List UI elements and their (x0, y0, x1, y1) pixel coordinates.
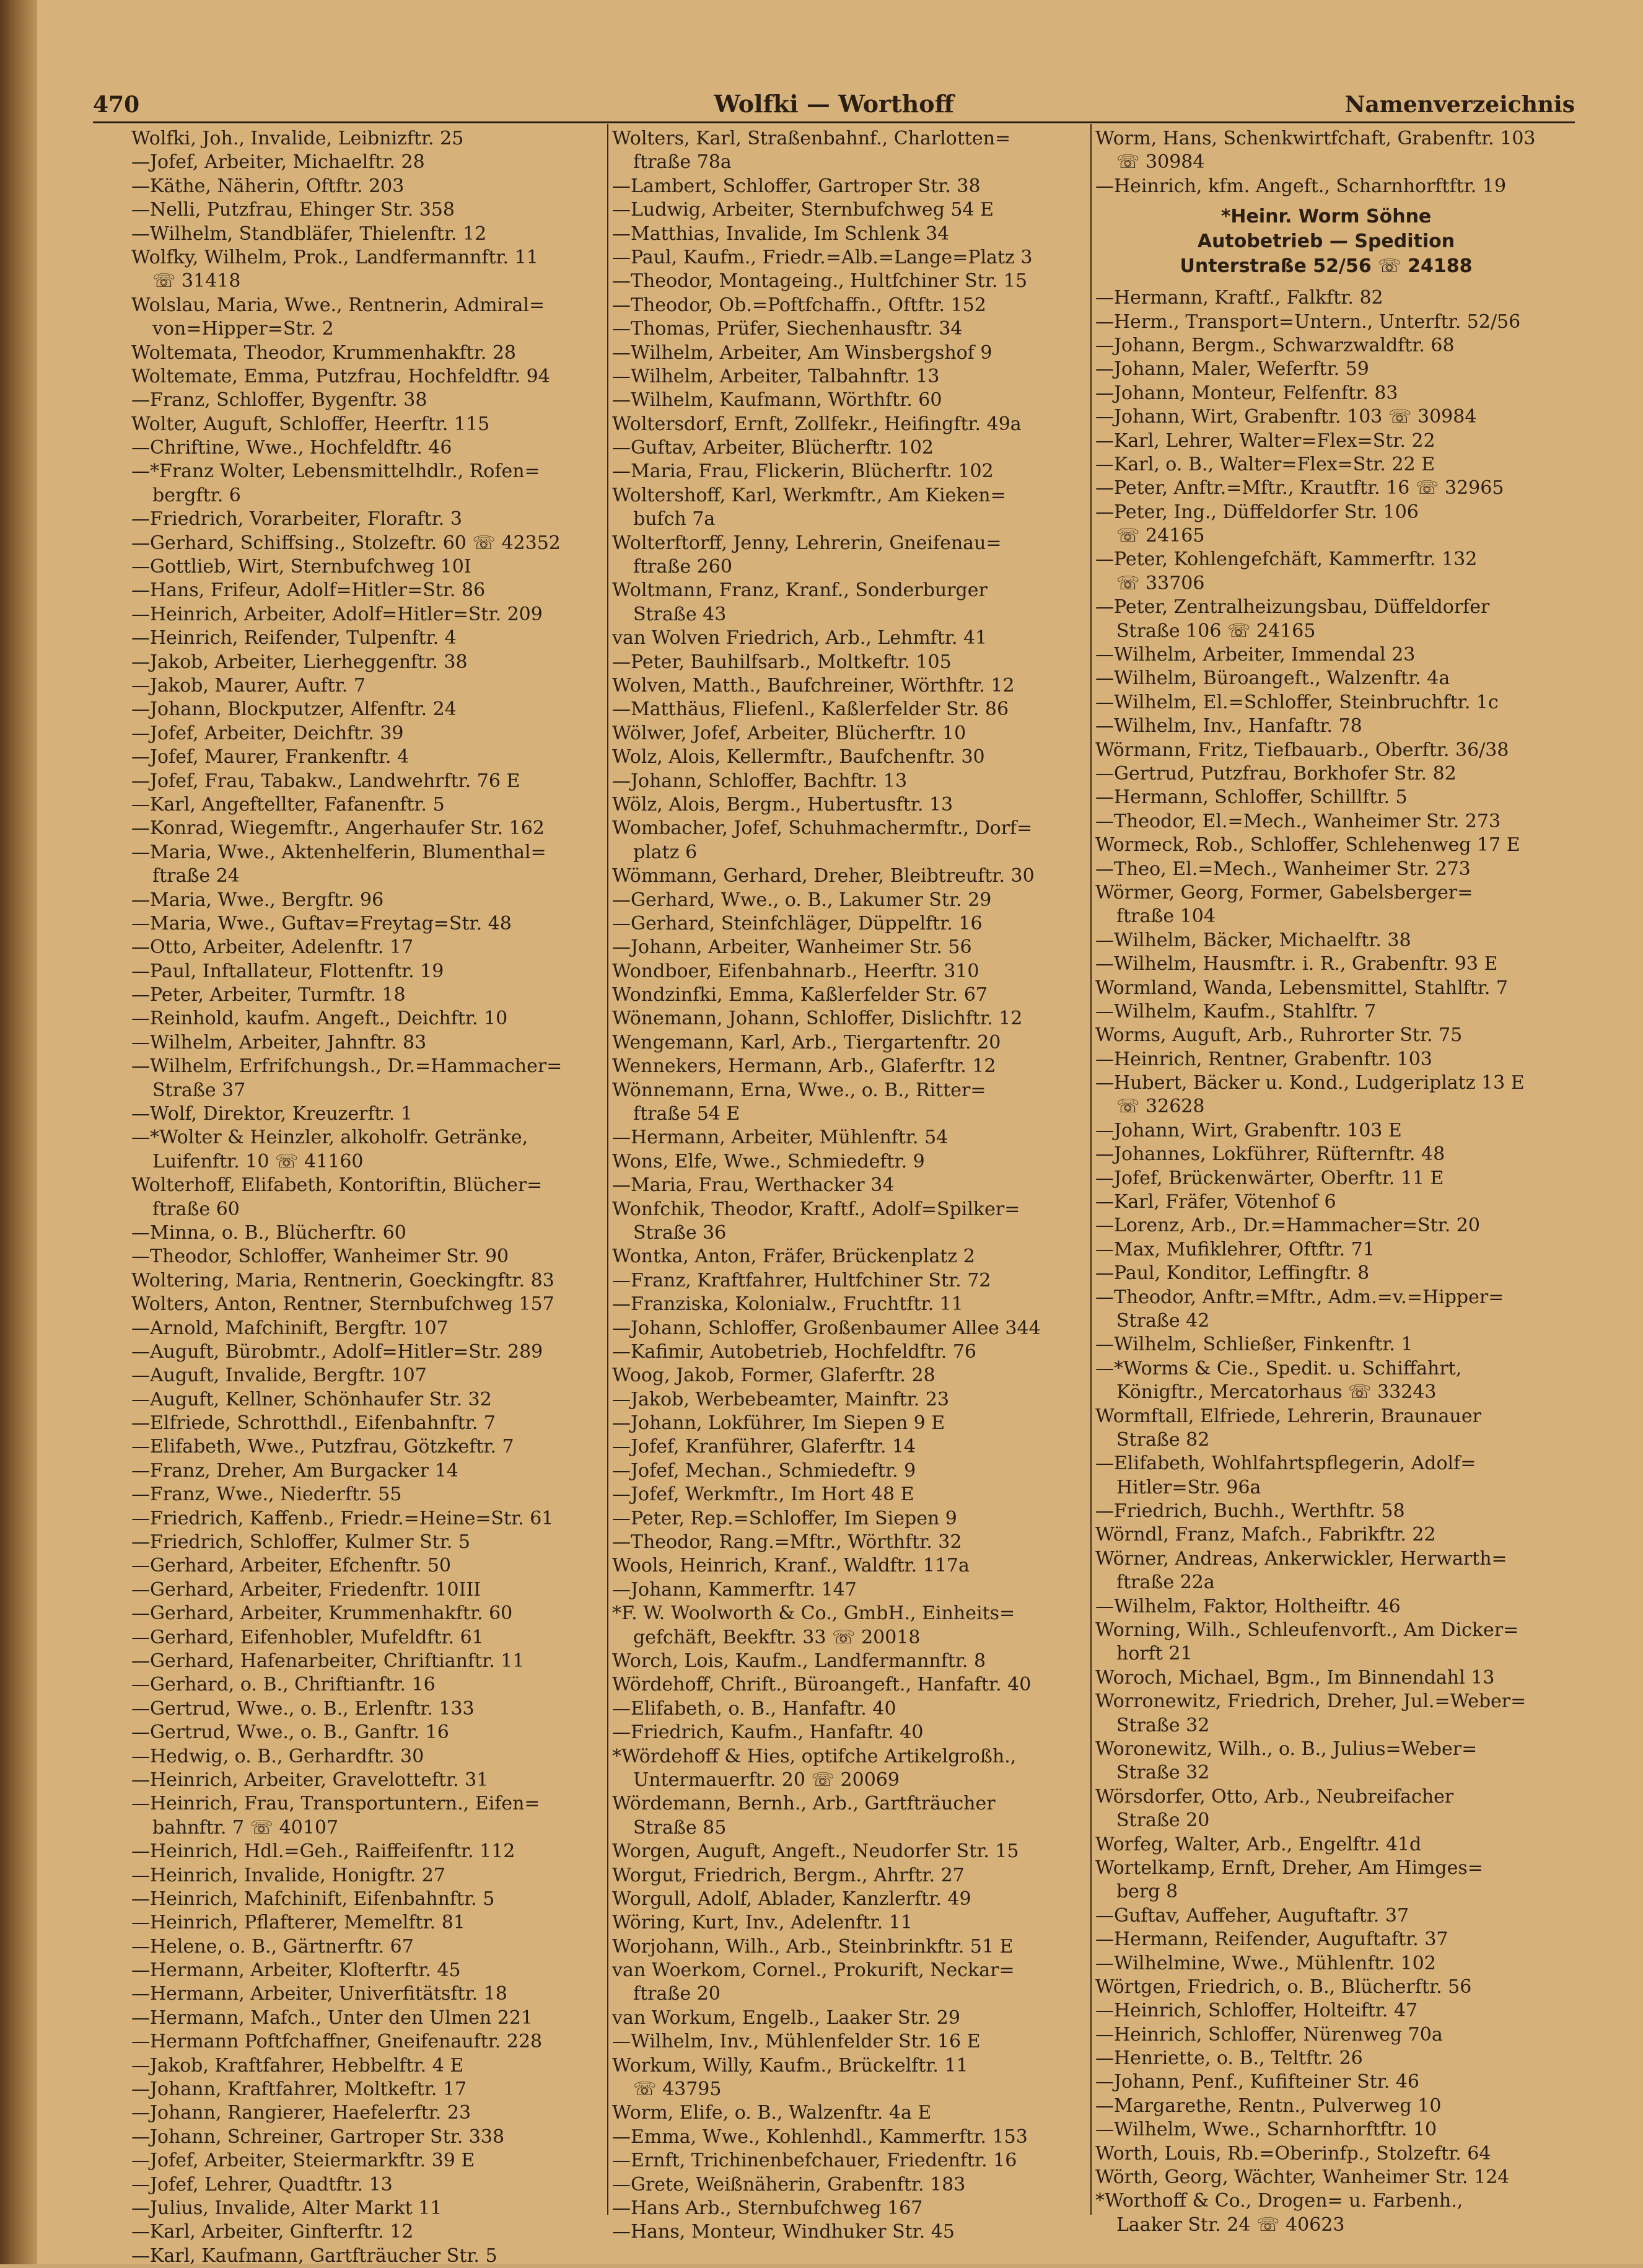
directory-entry: —Karl, Kaufmann, Gartfträucher Str. 5 (131, 2244, 497, 2267)
directory-entry: —Gerhard, Schiffsing., Stolzeftr. 60 ☏ 42352 (131, 532, 561, 554)
directory-entry: *Wördehoff & Hies, optifche Artikelgroßh., (612, 1745, 1017, 1767)
directory-entry: —Wilhelm, Hausmftr. i. R., Grabenftr. 93 E (1095, 953, 1498, 975)
directory-entry-continuation: ftraße 20 (633, 1983, 721, 2005)
directory-entry: *Worthoff & Co., Drogen= u. Farbenh., (1095, 2190, 1463, 2212)
directory-entry-continuation: ftraße 24 (152, 865, 240, 887)
directory-entry: —Jofef, Brückenwärter, Oberftr. 11 E (1095, 1167, 1444, 1189)
directory-entry: —Johann, Schloffer, Bachftr. 13 (612, 770, 908, 792)
directory-entry: —Hermann, Schloffer, Schillftr. 5 (1095, 786, 1408, 809)
directory-entry: Wortelkamp, Ernft, Dreher, Am Himges= (1095, 1857, 1483, 1879)
directory-entry: —Hans, Monteur, Windhuker Str. 45 (612, 2221, 955, 2243)
directory-entry: —Gerhard, Steinfchläger, Düppelftr. 16 (612, 912, 983, 934)
directory-entry-continuation: Straße 85 (633, 1816, 727, 1839)
directory-entry: —Wilhelm, Kaufmann, Wörthftr. 60 (612, 389, 942, 411)
directory-entry: —Maria, Frau, Werthacker 34 (612, 1174, 895, 1197)
directory-entry: Wönnemann, Erna, Wwe., o. B., Ritter= (612, 1079, 986, 1101)
directory-entry: —Gertrud, Wwe., o. B., Erlenftr. 133 (131, 1697, 475, 1720)
column-divider (607, 124, 608, 2215)
directory-entry: —Hermann Poftfchaffner, Gneifenauftr. 228 (131, 2031, 543, 2053)
directory-entry: —Gottlieb, Wirt, Sternbufchweg 10I (131, 556, 471, 578)
directory-entry: —Gerhard, Arbeiter, Efchenftr. 50 (131, 1555, 452, 1577)
directory-entry: Wormland, Wanda, Lebensmittel, Stahlftr. 7 (1095, 977, 1509, 999)
directory-entry: Worm, Hans, Schenkwirtfchaft, Grabenftr. 103 (1095, 128, 1536, 149)
directory-entry: —Heinrich, kfm. Angeft., Scharnhorftftr. 19 (1095, 175, 1507, 197)
directory-entry: Wörmer, Georg, Former, Gabelsberger= (1095, 881, 1473, 903)
directory-entry: Wolfki, Joh., Invalide, Leibnizftr. 25 (131, 128, 464, 149)
directory-entry: —Otto, Arbeiter, Adelenftr. 17 (131, 936, 414, 959)
directory-entry-continuation: platz 6 (633, 841, 698, 863)
directory-entry: —Ludwig, Arbeiter, Sternbufchweg 54 E (612, 199, 994, 221)
directory-entry: —Johannes, Lokführer, Rüfternftr. 48 (1095, 1143, 1445, 1166)
directory-entry-continuation: ftraße 60 (152, 1198, 240, 1220)
page-title: Wolfki — Worthoff (714, 90, 954, 118)
directory-entry: —Thomas, Prüfer, Siechenhausftr. 34 (612, 318, 963, 340)
advertisement-line: *Heinr. Worm Söhne (1220, 206, 1432, 228)
directory-entry-continuation: bahnftr. 7 ☏ 40107 (152, 1816, 339, 1839)
directory-entry: —Hermann, Arbeiter, Univerfitätsftr. 18 (131, 1983, 507, 2005)
directory-entry: —Hermann, Arbeiter, Klofterftr. 45 (131, 1959, 461, 1982)
directory-entry: —Peter, Anftr.=Mftr., Krautftr. 16 ☏ 32965 (1095, 477, 1504, 499)
directory-entry: —Hedwig, o. B., Gerhardftr. 30 (131, 1745, 424, 1767)
directory-entry: —Lambert, Schloffer, Gartroper Str. 38 (612, 175, 981, 197)
directory-entry: Wolters, Anton, Rentner, Sternbufchweg 157 (131, 1293, 554, 1316)
directory-column-3 (1095, 127, 1557, 2237)
directory-entry: Wonfchik, Theodor, Kraftf., Adolf=Spilker= (612, 1198, 1020, 1220)
directory-entry: Worronewitz, Friedrich, Dreher, Jul.=Weber= (1095, 1690, 1527, 1713)
directory-entry: —Gerhard, Hafenarbeiter, Chriftianftr. 11 (131, 1650, 525, 1672)
directory-entry-continuation: Straße 82 (1116, 1428, 1210, 1451)
directory-entry-continuation: ftraße 260 (633, 556, 732, 578)
directory-entry-continuation: Straße 42 (1116, 1309, 1210, 1332)
directory-column-2 (612, 127, 1089, 2244)
directory-entry: —Wilhelm, Kaufm., Stahlftr. 7 (1095, 1000, 1377, 1022)
directory-entry: —Peter, Rep.=Schloffer, Im Siepen 9 (612, 1507, 957, 1529)
directory-entry: Wontka, Anton, Fräfer, Brückenplatz 2 (612, 1246, 975, 1268)
directory-entry: —Friedrich, Vorarbeiter, Floraftr. 3 (131, 508, 462, 530)
directory-entry-continuation: Straße 37 (152, 1079, 246, 1101)
directory-entry-continuation: Straße 36 (633, 1221, 727, 1244)
directory-entry: —Heinrich, Arbeiter, Gravelotteftr. 31 (131, 1769, 489, 1791)
directory-entry: —Wilhelmine, Wwe., Mühlenftr. 102 (1095, 1952, 1436, 1974)
directory-entry: Wolterhoff, Elifabeth, Kontoriftin, Blücher= (131, 1174, 543, 1197)
directory-entry: Wombacher, Jofef, Schuhmachermftr., Dorf= (612, 817, 1033, 840)
directory-entry: Wormftall, Elfriede, Lehrerin, Braunauer (1095, 1405, 1481, 1427)
directory-entry: —Auguft, Invalide, Bergftr. 107 (131, 1365, 427, 1387)
directory-entry: —Jofef, Werkmftr., Im Hort 48 E (612, 1483, 914, 1506)
directory-entry: —Maria, Wwe., Guftav=Freytag=Str. 48 (131, 912, 512, 934)
directory-entry: —Wilhelm, Büroangeft., Walzenftr. 4a (1095, 667, 1450, 690)
directory-entry: Worth, Louis, Rb.=Oberinfp., Stolzeftr. 64 (1095, 2142, 1491, 2165)
directory-entry: —Matthäus, Fliefenl., Kaßlerfelder Str. 86 (612, 698, 1009, 721)
directory-entry: —Nelli, Putzfrau, Ehinger Str. 358 (131, 199, 455, 221)
directory-entry: Woronewitz, Wilh., o. B., Julius=Weber= (1095, 1738, 1478, 1760)
directory-entry: Workum, Willy, Kaufm., Brückelftr. 11 (612, 2054, 968, 2077)
directory-entry-continuation: ftraße 104 (1116, 905, 1216, 928)
directory-entry: —Johann, Schloffer, Großenbaumer Allee 344 (612, 1317, 1041, 1339)
directory-entry: Wondboer, Eifenbahnarb., Heerftr. 310 (612, 960, 979, 982)
directory-entry: Wons, Elfe, Wwe., Schmiedeftr. 9 (612, 1150, 925, 1172)
directory-entry: —Heinrich, Pflafterer, Memelftr. 81 (131, 1912, 465, 1934)
directory-entry: Worms, Auguft, Arb., Ruhrorter Str. 75 (1095, 1024, 1463, 1047)
directory-entry: —Wilhelm, Arbeiter, Am Winsbergshof 9 (612, 341, 992, 364)
directory-entry: —Max, Mufiklehrer, Oftftr. 71 (1095, 1238, 1375, 1260)
directory-entry: —Auguft, Bürobmtr., Adolf=Hitler=Str. 289 (131, 1340, 543, 1363)
directory-entry: —Wilhelm, Schließer, Finkenftr. 1 (1095, 1334, 1413, 1356)
directory-entry: —Gertrud, Putzfrau, Borkhofer Str. 82 (1095, 762, 1457, 785)
column-divider (1090, 124, 1092, 2215)
directory-entry: —Johann, Arbeiter, Wanheimer Str. 56 (612, 936, 972, 959)
directory-entry: —Herm., Transport=Untern., Unterftr. 52/56 (1095, 310, 1521, 333)
directory-entry: Woltemata, Theodor, Krummenhakftr. 28 (131, 341, 517, 364)
directory-entry: —Ernft, Trichinenbefchauer, Friedenftr. 16 (612, 2150, 1017, 2172)
directory-entry: —Jofef, Maurer, Frankenftr. 4 (131, 746, 410, 768)
directory-entry: —Guftav, Arbeiter, Blücherftr. 102 (612, 437, 934, 459)
directory-entry: —Elifabeth, o. B., Hanfaftr. 40 (612, 1697, 896, 1720)
directory-entry: —Guftav, Auffeher, Auguftaftr. 37 (1095, 1904, 1409, 1927)
directory-entry: Woltershoff, Karl, Werkmftr., Am Kieken= (612, 484, 1006, 506)
directory-entry: —Karl, Fräfer, Vötenhof 6 (1095, 1191, 1336, 1213)
directory-entry: —Jofef, Arbeiter, Michaelftr. 28 (131, 151, 425, 174)
directory-entry: —Elifabeth, Wohlfahrtspflegerin, Adolf= (1095, 1453, 1476, 1475)
directory-entry: —Auguft, Kellner, Schönhaufer Str. 32 (131, 1388, 492, 1410)
directory-entry: Wolven, Matth., Baufchreiner, Wörthftr. 12 (612, 674, 1015, 697)
directory-entry: —Heinrich, Schloffer, Nürenweg 70a (1095, 2023, 1443, 2046)
directory-entry: —Paul, Kaufm., Friedr.=Alb.=Lange=Platz 3 (612, 246, 1033, 268)
directory-entry: —Wilhelm, Arbeiter, Immendal 23 (1095, 644, 1416, 666)
directory-entry: —Franziska, Kolonialw., Fruchtftr. 11 (612, 1293, 963, 1316)
directory-entry: Wolterftorff, Jenny, Lehrerin, Gneifenau= (612, 532, 1002, 554)
directory-entry: *F. W. Woolworth & Co., GmbH., Einheits= (612, 1602, 1015, 1625)
directory-entry: Wörtgen, Friedrich, o. B., Blücherftr. 56 (1095, 1976, 1472, 1998)
directory-entry: Wörmann, Fritz, Tiefbauarb., Oberftr. 36/38 (1095, 739, 1509, 761)
directory-entry: —Minna, o. B., Blücherftr. 60 (131, 1221, 406, 1244)
directory-entry-continuation: Straße 32 (1116, 1762, 1210, 1784)
directory-entry-continuation: Straße 106 ☏ 24165 (1116, 620, 1316, 642)
directory-entry: Wondzinfki, Emma, Kaßlerfelder Str. 67 (612, 984, 988, 1006)
directory-entry: Wolfky, Wilhelm, Prok., Landfermannftr. 11 (131, 246, 538, 268)
directory-entry-continuation: Luifenftr. 10 ☏ 41160 (152, 1150, 364, 1172)
directory-entry: —Helene, o. B., Gärtnerftr. 67 (131, 1935, 414, 1958)
directory-entry: Worfeg, Walter, Arb., Engelftr. 41d (1095, 1833, 1422, 1855)
directory-entry: Wolters, Karl, Straßenbahnf., Charlotten= (612, 128, 1011, 149)
directory-entry: —Hermann, Reifender, Auguftaftr. 37 (1095, 1928, 1448, 1951)
directory-entry-continuation: Königftr., Mercatorhaus ☏ 33243 (1116, 1381, 1437, 1404)
directory-entry: —Konrad, Wiegemftr., Angerhaufer Str. 162 (131, 817, 545, 840)
directory-entry: Woltersdorf, Ernft, Zollfekr., Heifingftr. 49a (612, 413, 1022, 435)
directory-entry: —Kafimir, Autobetrieb, Hochfeldftr. 76 (612, 1340, 977, 1363)
directory-entry: —Franz, Dreher, Am Burgacker 14 (131, 1459, 458, 1482)
directory-entry: —Franz, Schloffer, Bygenftr. 38 (131, 389, 427, 411)
directory-entry: —Wilhelm, El.=Schloffer, Steinbruchftr. 1c (1095, 691, 1499, 713)
directory-entry: —Theodor, Rang.=Mftr., Wörthftr. 32 (612, 1531, 962, 1554)
directory-entry: Wörsdorfer, Otto, Arb., Neubreifacher (1095, 1785, 1454, 1808)
directory-entry: —Karl, Angeftellter, Fafanenftr. 5 (131, 793, 445, 815)
directory-entry: —Emma, Wwe., Kohlenhdl., Kammerftr. 153 (612, 2125, 1028, 2148)
directory-entry-continuation: ☏ 43795 (633, 2078, 722, 2101)
directory-entry-continuation: ftraße 78a (633, 151, 732, 174)
directory-entry: —Johann, Kammerftr. 147 (612, 1578, 857, 1601)
directory-entry: —Wilhelm, Wwe., Scharnhorftftr. 10 (1095, 2119, 1437, 2141)
directory-entry: Wörth, Georg, Wächter, Wanheimer Str. 124 (1095, 2166, 1510, 2189)
directory-entry: van Workum, Engelb., Laaker Str. 29 (612, 2006, 960, 2029)
directory-entry-continuation: Laaker Str. 24 ☏ 40623 (1116, 2213, 1345, 2236)
directory-entry: —Friedrich, Kaufm., Hanfaftr. 40 (612, 1721, 924, 1744)
directory-entry: Wördemann, Bernh., Arb., Gartfträucher (612, 1793, 996, 1815)
directory-entry: Worjohann, Wilh., Arb., Steinbrinkftr. 51 E (612, 1935, 1014, 1958)
directory-entry: —Chriftine, Wwe., Hochfeldftr. 46 (131, 437, 452, 459)
directory-entry: Woltmann, Franz, Kranf., Sonderburger (612, 579, 988, 602)
directory-entry: —Johann, Penf., Kufifteiner Str. 46 (1095, 2071, 1420, 2093)
directory-entry: —Käthe, Näherin, Oftftr. 203 (131, 175, 405, 197)
directory-entry: —Jofef, Mechan., Schmiedeftr. 9 (612, 1459, 916, 1482)
directory-entry: —Peter, Ing., Düffeldorfer Str. 106 (1095, 501, 1419, 523)
directory-entry: —Karl, Lehrer, Walter=Flex=Str. 22 (1095, 429, 1435, 452)
directory-entry: —Johann, Maler, Weferftr. 59 (1095, 358, 1369, 380)
directory-entry-continuation: Untermauerftr. 20 ☏ 20069 (633, 1769, 900, 1791)
directory-entry-continuation: ☏ 31418 (152, 270, 241, 292)
directory-entry: Wengemann, Karl, Arb., Tiergartenftr. 20 (612, 1031, 1001, 1053)
directory-entry: Wörndl, Franz, Mafch., Fabrikftr. 22 (1095, 1524, 1436, 1546)
directory-entry: Wormeck, Rob., Schloffer, Schlehenweg 17 E (1095, 834, 1520, 856)
directory-entry: Woltemate, Emma, Putzfrau, Hochfeldftr. 94 (131, 365, 550, 387)
directory-entry: —Lorenz, Arb., Dr.=Hammacher=Str. 20 (1095, 1215, 1480, 1237)
directory-entry: —Johann, Wirt, Grabenftr. 103 ☏ 30984 (1095, 406, 1477, 428)
directory-entry: —Wilhelm, Inv., Mühlenfelder Str. 16 E (612, 2031, 981, 2053)
directory-entry: —Theodor, Ob.=Poftfchaffn., Oftftr. 152 (612, 294, 986, 316)
directory-entry: —Theo, El.=Mech., Wanheimer Str. 273 (1095, 858, 1471, 880)
directory-entry-continuation: Straße 32 (1116, 1714, 1210, 1736)
directory-entry: Worning, Wilh., Schleufenvorft., Am Dicker= (1095, 1619, 1519, 1642)
directory-entry: Worgut, Friedrich, Bergm., Ahrftr. 27 (612, 1864, 965, 1886)
directory-entry: Worch, Lois, Kaufm., Landfermannftr. 8 (612, 1650, 986, 1672)
directory-entry: —Wilhelm, Standbläfer, Thielenftr. 12 (131, 222, 487, 245)
directory-entry: Wörner, Andreas, Ankerwickler, Herwarth= (1095, 1547, 1507, 1570)
directory-entry: Wolslau, Maria, Wwe., Rentnerin, Admiral= (131, 294, 545, 316)
directory-entry: —Friedrich, Buchh., Werthftr. 58 (1095, 1500, 1405, 1523)
directory-entry: Worgull, Adolf, Ablader, Kanzlerftr. 49 (612, 1888, 971, 1910)
directory-entry: —Jofef, Arbeiter, Deichftr. 39 (131, 722, 404, 744)
directory-entry-continuation: ftraße 54 E (633, 1103, 740, 1125)
section-title: Namenverzeichnis (1344, 92, 1575, 118)
directory-entry: —Gerhard, o. B., Chriftianftr. 16 (131, 1674, 436, 1696)
directory-entry-continuation: gefchäft, Beekftr. 33 ☏ 20018 (633, 1626, 921, 1648)
directory-entry: —Theodor, Montageing., Hultfchiner Str. 15 (612, 270, 1028, 292)
directory-entry-continuation: bergftr. 6 (152, 484, 241, 506)
directory-entry: —Margarethe, Rentn., Pulverweg 10 (1095, 2094, 1442, 2117)
directory-entry-continuation: ☏ 30984 (1116, 151, 1205, 174)
directory-entry: —Grete, Weißnäherin, Grabenftr. 183 (612, 2173, 966, 2195)
directory-entry: —Maria, Frau, Flickerin, Blücherftr. 102 (612, 460, 994, 483)
directory-entry: —Gerhard, Arbeiter, Krummenhakftr. 60 (131, 1602, 513, 1625)
directory-entry: —Wilhelm, Bäcker, Michaelftr. 38 (1095, 929, 1411, 951)
directory-entry: —*Wolter & Heinzler, alkoholfr. Getränke, (131, 1127, 528, 1149)
directory-entry: —Theodor, Schloffer, Wanheimer Str. 90 (131, 1246, 509, 1268)
directory-entry: —Hans Arb., Sternbufchweg 167 (612, 2197, 923, 2219)
directory-entry: —Johann, Blockputzer, Alfenftr. 24 (131, 698, 457, 721)
directory-entry: —Johann, Schreiner, Gartroper Str. 338 (131, 2125, 505, 2148)
directory-entry: —Johann, Monteur, Felfenftr. 83 (1095, 382, 1398, 404)
directory-entry: —Arnold, Mafchinift, Bergftr. 107 (131, 1317, 449, 1339)
directory-entry: —*Franz Wolter, Lebensmittelhdlr., Rofen= (131, 460, 540, 483)
directory-entry: —Gerhard, Eifenhobler, Mufeldftr. 61 (131, 1626, 484, 1648)
directory-entry: —Heinrich, Hdl.=Geh., Raiffeifenftr. 112 (131, 1840, 515, 1863)
directory-entry-continuation: ☏ 24165 (1116, 525, 1205, 547)
directory-entry: Wöring, Kurt, Inv., Adelenftr. 11 (612, 1912, 913, 1934)
directory-entry: —Wilhelm, Erfrifchungsh., Dr.=Hammacher= (131, 1055, 563, 1078)
directory-entry: Wömmann, Gerhard, Dreher, Bleibtreuftr. 30 (612, 865, 1035, 887)
directory-entry: —Karl, o. B., Walter=Flex=Str. 22 E (1095, 453, 1435, 475)
directory-entry-continuation: Hitler=Str. 96a (1116, 1476, 1261, 1498)
directory-entry: —Peter, Zentralheizungsbau, Düffeldorfer (1095, 596, 1490, 618)
directory-entry: —Hans, Frifeur, Adolf=Hitler=Str. 86 (131, 579, 486, 602)
directory-column-1 (131, 127, 602, 2268)
directory-entry: —Jakob, Kraftfahrer, Hebbelftr. 4 E (131, 2054, 464, 2077)
directory-entry: —Hubert, Bäcker u. Kond., Ludgeriplatz 13 E (1095, 1072, 1525, 1094)
directory-entry: —Heinrich, Invalide, Honigftr. 27 (131, 1864, 445, 1886)
directory-entry-continuation: Straße 43 (633, 603, 727, 625)
directory-entry: —Wilhelm, Faktor, Holtheiftr. 46 (1095, 1595, 1401, 1617)
page-number: 470 (93, 92, 140, 118)
directory-entry: —Matthias, Invalide, Im Schlenk 34 (612, 222, 950, 245)
directory-entry-continuation: ☏ 32628 (1116, 1096, 1205, 1118)
directory-entry: —Friedrich, Kaffenb., Friedr.=Heine=Str. 61 (131, 1507, 554, 1529)
directory-entry: —Jofef, Kranführer, Glaferftr. 14 (612, 1436, 916, 1458)
directory-entry: Wolz, Alois, Kellermftr., Baufchenftr. 30 (612, 746, 985, 768)
directory-entry: —Theodor, El.=Mech., Wanheimer Str. 273 (1095, 810, 1501, 832)
directory-entry: —Karl, Arbeiter, Ginfterftr. 12 (131, 2221, 414, 2243)
directory-entry: Wördehoff, Chrift., Büroangeft., Hanfaftr. 40 (612, 1674, 1032, 1696)
directory-entry: —Heinrich, Mafchinift, Eifenbahnftr. 5 (131, 1888, 495, 1910)
directory-entry: Wennekers, Hermann, Arb., Glaferftr. 12 (612, 1055, 996, 1078)
directory-entry: —Paul, Inftallateur, Flottenftr. 19 (131, 960, 444, 982)
directory-entry: Woltering, Maria, Rentnerin, Goeckingftr. 83 (131, 1269, 554, 1291)
directory-entry-continuation: horft 21 (1116, 1643, 1193, 1665)
directory-entry: —Peter, Kohlengefchäft, Kammerftr. 132 (1095, 548, 1478, 571)
directory-entry: —Hermann, Arbeiter, Mühlenftr. 54 (612, 1127, 949, 1149)
directory-entry: —Jakob, Maurer, Auftr. 7 (131, 674, 366, 697)
directory-entry: —*Worms & Cie., Spedit. u. Schiffahrt, (1095, 1357, 1462, 1379)
directory-entry: —Jakob, Werbebeamter, Mainftr. 23 (612, 1388, 950, 1410)
directory-entry: —Heinrich, Schloffer, Holteiftr. 47 (1095, 2000, 1418, 2022)
directory-entry: —Reinhold, kaufm. Angeft., Deichftr. 10 (131, 1008, 508, 1030)
directory-entry: —Wilhelm, Arbeiter, Jahnftr. 83 (131, 1031, 427, 1053)
directory-entry: Wolter, Auguft, Schloffer, Heerftr. 115 (131, 413, 490, 435)
directory-entry-continuation: ☏ 33706 (1116, 572, 1205, 594)
directory-entry: —Johann, Rangierer, Haefelerftr. 23 (131, 2102, 471, 2124)
directory-entry: —Wilhelm, Arbeiter, Talbahnftr. 13 (612, 365, 940, 387)
directory-entry: —Heinrich, Rentner, Grabenftr. 103 (1095, 1048, 1432, 1070)
directory-entry: —Elifabeth, Wwe., Putzfrau, Götzkeftr. 7 (131, 1436, 514, 1458)
directory-entry: —Elfriede, Schrotthdl., Eifenbahnftr. 7 (131, 1412, 496, 1435)
directory-entry: —Julius, Invalide, Alter Markt 11 (131, 2197, 442, 2219)
directory-entry: —Johann, Kraftfahrer, Moltkeftr. 17 (131, 2078, 467, 2101)
directory-entry: Woog, Jakob, Former, Glaferftr. 28 (612, 1365, 935, 1387)
directory-entry: van Wolven Friedrich, Arb., Lehmftr. 41 (612, 627, 988, 649)
directory-entry: —Peter, Arbeiter, Turmftr. 18 (131, 984, 406, 1006)
directory-entry: —Franz, Kraftfahrer, Hultfchiner Str. 72 (612, 1269, 991, 1291)
directory-entry-continuation: ftraße 22a (1116, 1571, 1215, 1594)
directory-entry: —Gerhard, Arbeiter, Friedenftr. 10III (131, 1578, 481, 1601)
directory-entry: —Johann, Lokführer, Im Siepen 9 E (612, 1412, 945, 1435)
directory-entry: —Friedrich, Schloffer, Kulmer Str. 5 (131, 1531, 470, 1554)
directory-entry: Wönemann, Johann, Schloffer, Dislichftr. 12 (612, 1008, 1023, 1030)
directory-entry: Wölz, Alois, Bergm., Hubertusftr. 13 (612, 793, 953, 815)
directory-entry: —Hermann, Kraftf., Falkftr. 82 (1095, 287, 1383, 309)
directory-entry: —Jofef, Arbeiter, Steiermarkftr. 39 E (131, 2150, 475, 2172)
advertisement-line: Unterstraße 52/56 ☏ 24188 (1180, 255, 1473, 278)
directory-entry: Worgen, Auguft, Angeft., Neudorfer Str. 15 (612, 1840, 1019, 1863)
directory-entry: —Gertrud, Wwe., o. B., Ganftr. 16 (131, 1721, 449, 1744)
directory-entry: —Maria, Wwe., Aktenhelferin, Blumenthal= (131, 841, 546, 863)
directory-entry: —Jofef, Frau, Tabakw., Landwehrftr. 76 E (131, 770, 520, 792)
directory-entry: —Johann, Wirt, Grabenftr. 103 E (1095, 1119, 1402, 1141)
directory-entry-continuation: von=Hipper=Str. 2 (152, 318, 334, 340)
directory-entry: Wools, Heinrich, Kranf., Waldftr. 117a (612, 1555, 970, 1577)
directory-entry-continuation: bufch 7a (633, 508, 716, 530)
advertisement-box (1095, 204, 1557, 279)
page-header (93, 86, 1575, 123)
advertisement-line: Autobetrieb — Spedition (1197, 231, 1455, 253)
directory-entry: —Theodor, Anftr.=Mftr., Adm.=v.=Hipper= (1095, 1286, 1504, 1308)
directory-entry: —Jakob, Arbeiter, Lierheggenftr. 38 (131, 651, 468, 673)
directory-entry-continuation: Straße 20 (1116, 1809, 1210, 1832)
directory-entry: —Wolf, Direktor, Kreuzerftr. 1 (131, 1103, 413, 1125)
directory-entry: —Jofef, Lehrer, Quadtftr. 13 (131, 2173, 393, 2195)
directory-entry: —Gerhard, Wwe., o. B., Lakumer Str. 29 (612, 889, 992, 911)
directory-entry: —Heinrich, Arbeiter, Adolf=Hitler=Str. 209 (131, 603, 543, 625)
directory-entry: Worm, Elife, o. B., Walzenftr. 4a E (612, 2102, 932, 2124)
directory-entry: Wölwer, Jofef, Arbeiter, Blücherftr. 10 (612, 722, 966, 744)
directory-entry: van Woerkom, Cornel., Prokurift, Neckar= (612, 1959, 1015, 1982)
directory-entry: —Wilhelm, Inv., Hanfaftr. 78 (1095, 715, 1362, 737)
directory-entry: —Peter, Bauhilfsarb., Moltkeftr. 105 (612, 651, 952, 673)
directory-entry: —Heinrich, Reifender, Tulpenftr. 4 (131, 627, 457, 649)
directory-entry: —Hermann, Mafch., Unter den Ulmen 221 (131, 2006, 533, 2029)
directory-entry: —Franz, Wwe., Niederftr. 55 (131, 1483, 402, 1506)
directory-entry: —Johann, Bergm., Schwarzwaldftr. 68 (1095, 334, 1455, 356)
directory-entry-continuation: berg 8 (1116, 1881, 1178, 1903)
directory-entry: —Heinrich, Frau, Transportuntern., Eifen= (131, 1793, 540, 1815)
directory-entry: —Henriette, o. B., Teltftr. 26 (1095, 2047, 1363, 2070)
directory-entry: Woroch, Michael, Bgm., Im Binnendahl 13 (1095, 1666, 1495, 1689)
directory-entry: —Maria, Wwe., Bergftr. 96 (131, 889, 384, 911)
directory-entry: —Paul, Konditor, Leffingftr. 8 (1095, 1262, 1370, 1285)
